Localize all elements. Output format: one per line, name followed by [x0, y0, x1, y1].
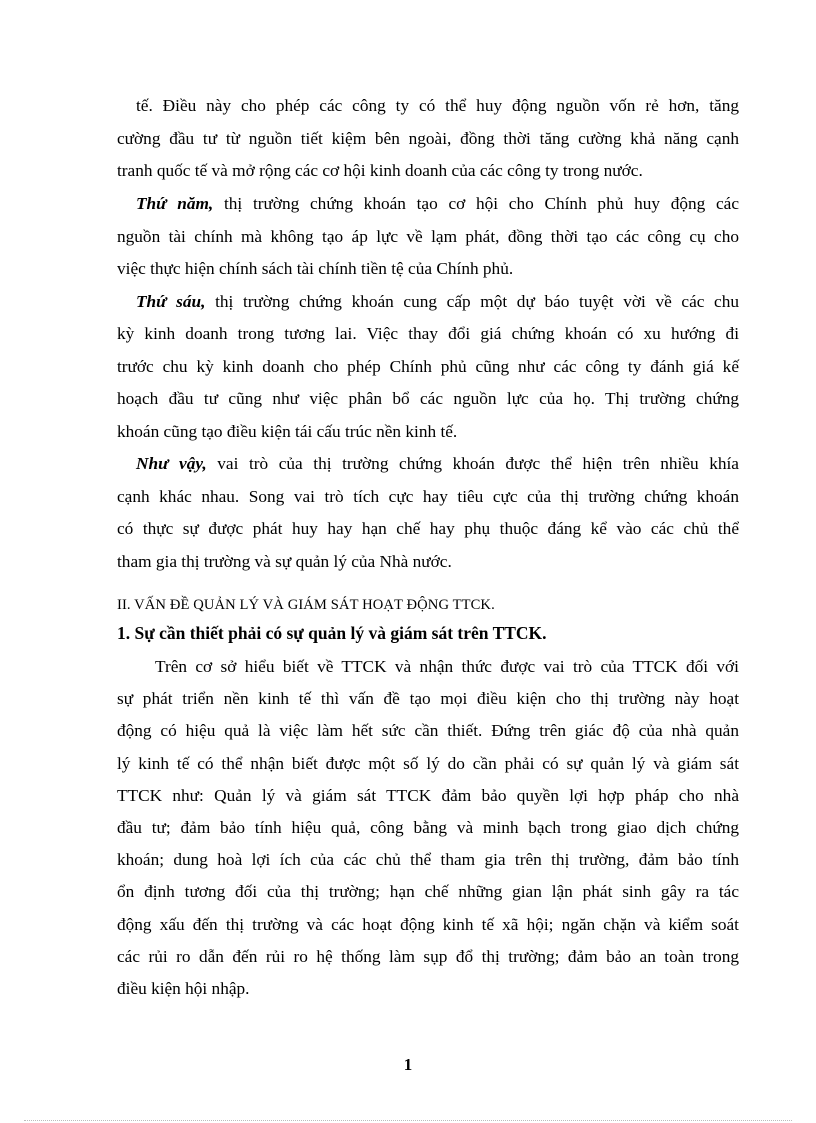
paragraph-line: động xấu đến thị trường và các hoạt động kinh tế xã hội; ngăn chặn và kiểm soát — [117, 915, 739, 934]
paragraph-line: các rủi ro dẫn đến rủi ro hệ thống làm sụp đổ thị trường; đảm bảo an toàn trong — [117, 947, 739, 966]
paragraph-lead-in: Thứ sáu, — [136, 292, 206, 311]
paragraph-line: đầu tư; đảm bảo tính hiệu quả, công bằng và minh bạch trong giao dịch chứng — [117, 818, 739, 837]
paragraph-line: lý kinh tế có thể nhận biết được một số lý do cần phải có sự quản lý và giám sát — [117, 754, 739, 773]
footer-divider — [24, 1120, 792, 1121]
paragraph-line: tranh quốc tế và mở rộng các cơ hội kinh doanh của các công ty trong nước. — [117, 161, 643, 180]
paragraph-line: kỳ kinh doanh trong tương lai. Việc thay đổi giá chứng khoán có xu hướng đi — [117, 324, 739, 343]
paragraph-line: sự phát triển nền kinh tế thì vấn đề tạo mọi điều kiện cho thị trường này hoạt — [117, 689, 739, 708]
paragraph-line: việc thực hiện chính sách tài chính tiền tệ của Chính phủ. — [117, 259, 514, 278]
paragraph-line: điều kiện hội nhập. — [117, 979, 250, 998]
paragraph-line: nguồn tài chính mà không tạo áp lực về lạm phát, đồng thời tạo các công cụ cho — [117, 227, 739, 246]
paragraph-line: Trên cơ sở hiểu biết về TTCK và nhận thức được vai trò của TTCK đối với — [155, 657, 739, 676]
paragraph-line: TTCK như: Quản lý và giám sát TTCK đảm bảo quyền lợi hợp pháp cho nhà — [117, 786, 739, 805]
paragraph-text: thị trường chứng khoán cung cấp một dự báo tuyệt vời về các chu — [205, 292, 740, 311]
paragraph-lead-in: Thứ năm, — [136, 194, 214, 213]
paragraph-line: có thực sự được phát huy hay hạn chế hay phụ thuộc đáng kể vào các chủ thể — [117, 519, 739, 538]
paragraph-lead-in: Như vậy, — [136, 454, 207, 473]
paragraph-line: trước chu kỳ kinh doanh cho phép Chính phủ cũng như các công ty đánh giá kế — [117, 357, 739, 376]
paragraph-line: cạnh khác nhau. Song vai trò tích cực hay tiêu cực của thị trường chứng khoán — [117, 487, 739, 506]
paragraph-line: động có hiệu quả là việc làm hết sức cần thiết. Đứng trên giác độ của nhà quản — [117, 721, 739, 740]
paragraph-line: ổn định tương đối của thị trường; hạn chế những gian lận phát sinh gây ra tác — [117, 882, 739, 901]
paragraph-line — [136, 453, 739, 475]
sub-heading: 1. Sự cần thiết phải có sự quản lý và giám sát trên TTCK. — [117, 623, 547, 643]
paragraph-line — [136, 291, 739, 313]
paragraph-line: cường đầu tư từ nguồn tiết kiệm bên ngoài, đồng thời tăng cường khả năng cạnh — [117, 129, 739, 148]
paragraph-text: thị trường chứng khoán tạo cơ hội cho Chính phủ huy động các — [213, 194, 740, 213]
paragraph-line: khoán; dung hoà lợi ích của các chủ thể tham gia trên thị trường, đảm bảo tính — [117, 850, 739, 869]
paragraph-line: hoạch đầu tư cũng như việc phân bổ các nguồn lực của họ. Thị trường chứng — [117, 389, 739, 408]
section-heading: II. VẤN ĐỀ QUẢN LÝ VÀ GIÁM SÁT HOẠT ĐỘNG TTCK. — [117, 597, 495, 613]
paragraph-line: khoán cũng tạo điều kiện tái cấu trúc nền kinh tế. — [117, 422, 458, 441]
paragraph-text: vai trò của thị trường chứng khoán được thể hiện trên nhiều khía — [206, 454, 739, 473]
paragraph-line: tham gia thị trường và sự quản lý của Nhà nước. — [117, 552, 452, 571]
paragraph-line — [136, 193, 739, 215]
page-number: 1 — [403, 1055, 413, 1074]
paragraph-line: tế. Điều này cho phép các công ty có thể huy động nguồn vốn rẻ hơn, tăng — [136, 96, 739, 115]
